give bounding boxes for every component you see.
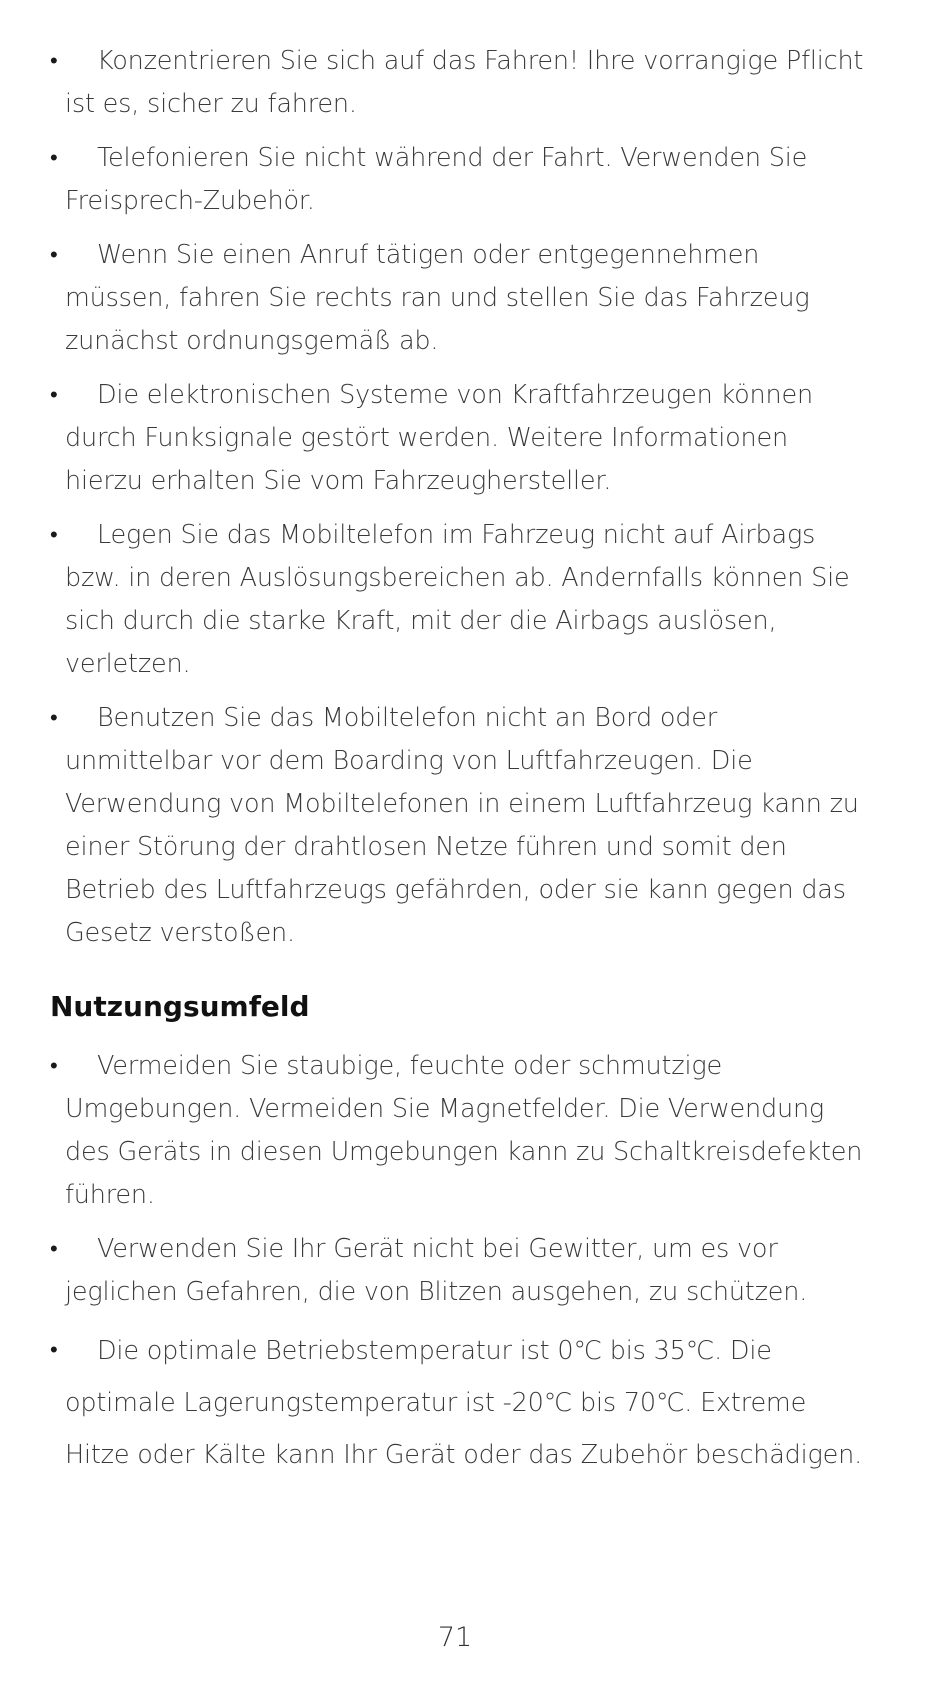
list-item bbox=[50, 137, 870, 223]
list-item-text: Legen Sie das Mobiltelefon im Fahrzeug nicht auf Airbags bzw. in deren Auslösungsbereichen ab. Andernfalls können Sie sich durch die starke Kraft, mit der die Airbags auslösen, verletzen. bbox=[65, 520, 850, 679]
bullet: • bbox=[50, 706, 58, 731]
section-heading: Nutzungsumfeld bbox=[50, 990, 310, 1023]
list-item-text: Konzentrieren Sie sich auf das Fahren! Ihre vorrangige Pflicht ist es, sicher zu fahren. bbox=[65, 46, 864, 119]
list-item-text: Die elektronischen Systeme von Kraftfahrzeugen können durch Funksignale gestört werden. Weitere Informationen hierzu erhalten Sie vom Fahrzeughersteller. bbox=[65, 380, 813, 496]
driving-safety-list bbox=[50, 40, 870, 966]
list-item-text: Telefonieren Sie nicht während der Fahrt. Verwenden Sie Freisprech-Zubehör. bbox=[65, 143, 808, 216]
list-item bbox=[50, 374, 870, 503]
list-item-text: Benutzen Sie das Mobiltelefon nicht an Bord oder unmittelbar vor dem Boarding von Luftfahrzeugen. Die Verwendung von Mobiltelefonen in einem Luftfahrzeug kann zu einer Störung der drahtlosen Netze führen und somit den Betrieb des Luftfahrzeugs gefährden, oder sie kann gegen das Gesetz verstoßen. bbox=[65, 703, 859, 948]
list-item bbox=[50, 40, 870, 126]
bullet: • bbox=[50, 1237, 58, 1262]
bullet: • bbox=[50, 1338, 58, 1363]
environment-list bbox=[50, 1045, 870, 1492]
bullet: • bbox=[50, 49, 58, 74]
list-item-text: Verwenden Sie Ihr Gerät nicht bei Gewitter, um es vor jeglichen Gefahren, die von Blitzen ausgehen, zu schützen. bbox=[65, 1234, 808, 1307]
list-item-text: Wenn Sie einen Anruf tätigen oder entgegennehmen müssen, fahren Sie rechts ran und stellen Sie das Fahrzeug zunächst ordnungsgemäß ab. bbox=[65, 240, 810, 356]
bullet: • bbox=[50, 146, 58, 171]
list-item-text: Vermeiden Sie staubige, feuchte oder schmutzige Umgebungen. Vermeiden Sie Magnetfelder. Die Verwendung des Geräts in diesen Umgebungen kann zu Schaltkreisdefekten führen. bbox=[65, 1051, 863, 1210]
page-number: 71 bbox=[437, 1622, 473, 1653]
list-item bbox=[50, 234, 870, 363]
bullet: • bbox=[50, 1054, 58, 1079]
list-item bbox=[50, 697, 870, 955]
bullet: • bbox=[50, 383, 58, 408]
list-item bbox=[50, 1228, 870, 1314]
list-item-text: Die optimale Betriebstemperatur ist 0℃ bis 35℃. Die optimale Lagerungstemperatur ist -20℃ bis 70℃. Extreme Hitze oder Kälte kann Ihr Gerät oder das Zubehör beschädigen. bbox=[65, 1336, 863, 1470]
bullet: • bbox=[50, 243, 58, 268]
bullet: • bbox=[50, 523, 58, 548]
list-item bbox=[50, 1325, 870, 1481]
list-item bbox=[50, 1045, 870, 1217]
list-item bbox=[50, 514, 870, 686]
